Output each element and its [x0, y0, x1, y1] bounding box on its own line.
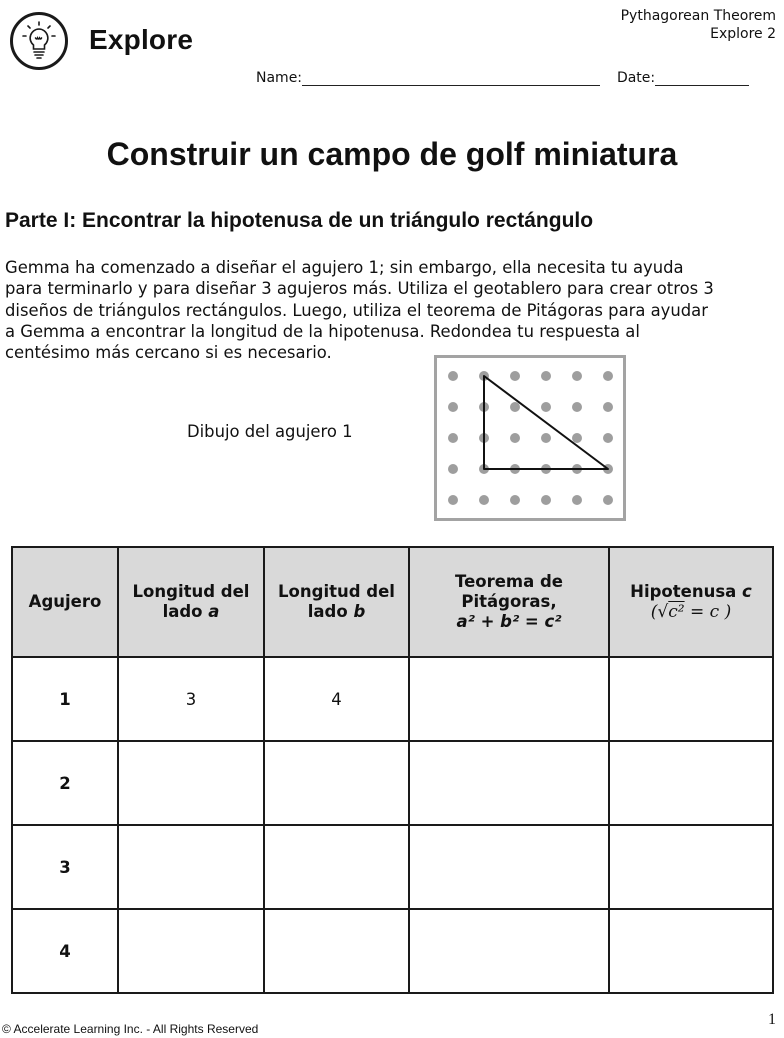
- side-a-cell[interactable]: 3: [118, 657, 264, 741]
- theorem-formula: a² + b² = c²: [456, 612, 562, 631]
- hole-number-cell: 3: [12, 825, 118, 909]
- side-b-cell[interactable]: [264, 825, 409, 909]
- name-field[interactable]: [302, 70, 600, 86]
- geoboard-peg: [448, 402, 458, 412]
- part-title: Parte I: Encontrar la hipotenusa de un triángulo rectángulo: [5, 209, 594, 232]
- hypotenuse-cell[interactable]: [609, 741, 773, 825]
- copyright-notice: © Accelerate Learning Inc. - All Rights Reserved: [2, 1022, 259, 1036]
- hypotenuse-table: [11, 546, 774, 994]
- header-topic-block: [621, 7, 776, 43]
- hole-number-cell: 2: [12, 741, 118, 825]
- topic-label: Pythagorean Theorem: [620, 8, 776, 24]
- geoboard-peg: [448, 433, 458, 443]
- column-header-side-a: Longitud del lado a: [118, 547, 264, 657]
- side-b-cell[interactable]: 4: [264, 657, 409, 741]
- geoboard-peg: [541, 402, 551, 412]
- geoboard-peg: [541, 371, 551, 381]
- hole-number-cell: 1: [12, 657, 118, 741]
- hole-number-cell: 4: [12, 909, 118, 993]
- table-row: [12, 657, 773, 741]
- theorem-cell[interactable]: [409, 825, 609, 909]
- geoboard-peg: [572, 371, 582, 381]
- geoboard-peg: [448, 464, 458, 474]
- geoboard-peg: [510, 433, 520, 443]
- geoboard-peg: [541, 433, 551, 443]
- hypotenuse-cell[interactable]: [609, 657, 773, 741]
- page-title: Construir un campo de golf miniatura: [106, 136, 678, 172]
- name-label: Name:: [256, 70, 303, 86]
- intro-paragraph: [5, 257, 777, 363]
- side-b-cell[interactable]: [264, 741, 409, 825]
- intro-line: centésimo más cercano si es necesario.: [5, 343, 332, 363]
- intro-line: para terminarlo y para diseñar 3 agujeros más. Utiliza el geotablero para crear otros 3: [5, 279, 714, 299]
- geoboard-peg: [603, 371, 613, 381]
- geoboard-peg: [603, 433, 613, 443]
- intro-line: a Gemma a encontrar la longitud de la hipotenusa. Redondea tu respuesta al: [5, 321, 640, 341]
- geoboard-peg: [541, 495, 551, 505]
- geoboard-peg: [572, 402, 582, 412]
- column-header-side-b: Longitud del lado b: [264, 547, 409, 657]
- logo-badge: [10, 12, 68, 70]
- theorem-cell[interactable]: [409, 909, 609, 993]
- theorem-cell[interactable]: [409, 657, 609, 741]
- geoboard-peg: [572, 433, 582, 443]
- theorem-cell[interactable]: [409, 741, 609, 825]
- table-row: [12, 741, 773, 825]
- column-header-hole: Agujero: [12, 547, 118, 657]
- geoboard: [434, 355, 626, 521]
- geoboard-peg: [510, 495, 520, 505]
- column-header-theorem: Teorema de Pitágoras, a² + b² = c²: [409, 547, 609, 657]
- geoboard-peg: [448, 371, 458, 381]
- activity-label: Explore 2: [710, 26, 776, 42]
- hypotenuse-formula: (√c² = c ): [650, 602, 732, 622]
- section-label: Explore: [89, 24, 194, 55]
- table-row: [12, 909, 773, 993]
- table-row: [12, 825, 773, 909]
- date-label: Date:: [616, 70, 656, 86]
- geoboard-peg: [510, 371, 520, 381]
- hypotenuse-cell[interactable]: [609, 825, 773, 909]
- intro-line: diseños de triángulos rectángulos. Luego, utiliza el teorema de Pitágoras para ayudar: [5, 300, 708, 320]
- geoboard-peg: [572, 495, 582, 505]
- side-a-cell[interactable]: [118, 909, 264, 993]
- geoboard-peg: [510, 402, 520, 412]
- side-a-cell[interactable]: [118, 741, 264, 825]
- column-header-hypotenuse: Hipotenusa c (√c² = c ): [609, 547, 773, 657]
- geoboard-peg: [603, 402, 613, 412]
- date-field[interactable]: [655, 70, 749, 86]
- lightbulb-icon: [13, 15, 65, 67]
- geoboard-peg: [479, 495, 489, 505]
- figure-caption: Dibujo del agujero 1: [187, 422, 353, 441]
- side-a-cell[interactable]: [118, 825, 264, 909]
- name-date-row: [256, 70, 749, 86]
- geoboard-peg: [448, 495, 458, 505]
- geoboard-peg: [603, 495, 613, 505]
- intro-line: Gemma ha comenzado a diseñar el agujero 1; sin embargo, ella necesita tu ayuda: [5, 258, 684, 277]
- table-header-row: [12, 547, 773, 657]
- page-number: 1: [768, 1011, 776, 1028]
- side-b-cell[interactable]: [264, 909, 409, 993]
- hypotenuse-cell[interactable]: [609, 909, 773, 993]
